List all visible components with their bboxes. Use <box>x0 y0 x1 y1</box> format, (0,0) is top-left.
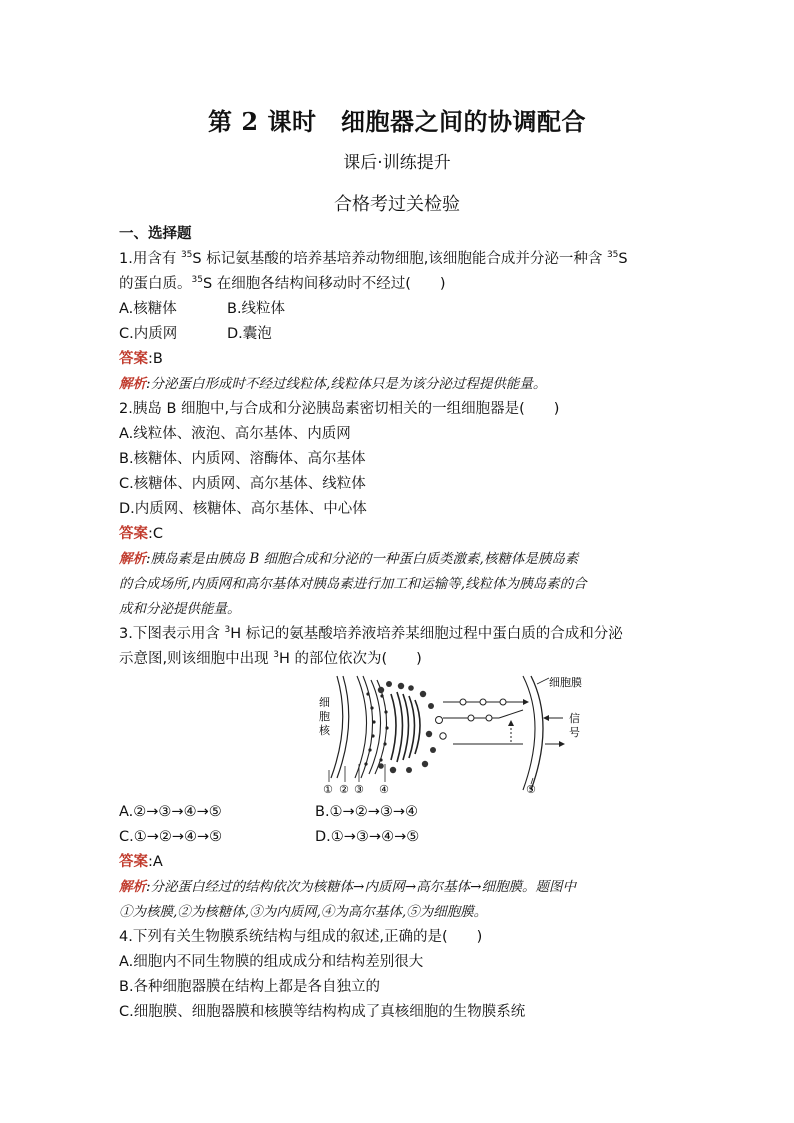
nuclear-envelope <box>331 676 349 778</box>
q1-options-row2 <box>119 322 679 347</box>
q1-option-c: C.内质网 <box>119 326 178 342</box>
q1-option-b: B.线粒体 <box>227 301 286 317</box>
q3-option-d: D.①→③→④→⑤ <box>315 829 420 845</box>
secretion-diagram <box>119 674 679 796</box>
q1-stem-line1: 1.用含有 $^{35}$S 标记氨基酸的培养基培养动物细胞,该细胞能合成并分泌一种含 $^{35}$S <box>119 250 628 267</box>
page-subtitle: 课后·训练提升 <box>343 153 451 173</box>
q4-option-c: C.细胞膜、细胞器膜和核膜等结构构成了真核细胞的生物膜系统 <box>119 1004 526 1020</box>
question-content <box>119 222 679 1025</box>
secretion-diagram-svg <box>119 674 679 796</box>
q2-option-a: A.线粒体、液泡、高尔基体、内质网 <box>119 426 351 442</box>
q2-option-d: D.内质网、核糖体、高尔基体、中心体 <box>119 501 367 517</box>
q2-stem: 2.胰岛 B 细胞中,与合成和分泌胰岛素密切相关的一组细胞器是( ) <box>119 401 560 417</box>
nucleus-label-2: 胞 <box>319 710 330 723</box>
q3-stem-line1: 3.下图表示用含 $^3$H 标记的氨基酸培养液培养某细胞过程中蛋白质的合成和分泌 <box>119 625 623 642</box>
q1-stem-line2: 的蛋白质。$^{35}$S 在细胞各结构间移动时不经过( ) <box>119 275 446 292</box>
structure-number-3: ③ <box>354 783 364 796</box>
q1-answer: 答案:B <box>119 351 163 367</box>
q4-stem: 4.下列有关生物膜系统结构与组成的叙述,正确的是( ) <box>119 929 483 945</box>
cell-membrane <box>531 676 543 790</box>
q1-options-row1 <box>119 297 679 322</box>
q2-option-b: B.核糖体、内质网、溶酶体、高尔基体 <box>119 451 366 467</box>
q3-answer: 答案:A <box>119 854 163 870</box>
q3-option-b: B.①→②→③→④ <box>315 804 419 820</box>
signal-label-1: 信 <box>569 712 580 725</box>
q3-options-row1 <box>119 800 679 825</box>
q3-explanation-line2: ①为核膜,②为核糖体,③为内质网,④为高尔基体,⑤为细胞膜。 <box>119 904 488 920</box>
q2-explanation-line3: 成和分泌提供能量。 <box>119 601 241 617</box>
q2-explanation-line2: 的合成场所,内质网和高尔基体对胰岛素进行加工和运输等,线粒体为胰岛素的合 <box>119 576 587 592</box>
q3-explanation-line1: 解析:分泌蛋白经过的结构依次为核糖体→内质网→高尔基体→细胞膜。题图中 <box>119 879 576 895</box>
nucleus-label-1: 细 <box>319 696 330 709</box>
q4-option-b: B.各种细胞器膜在结构上都是各自独立的 <box>119 979 381 995</box>
q2-option-c: C.核糖体、内质网、高尔基体、线粒体 <box>119 476 366 492</box>
structure-number-4: ④ <box>379 783 389 796</box>
signal-label-2: 号 <box>569 726 580 739</box>
page-title: 第 2 课时 细胞器之间的协调配合 <box>208 107 586 136</box>
nucleus-label-3: 核 <box>319 724 330 737</box>
part-heading: 一、选择题 <box>119 226 192 242</box>
structure-number-1: ① <box>323 783 333 796</box>
q2-answer: 答案:C <box>119 526 164 542</box>
structure-number-5: ⑤ <box>526 783 536 796</box>
section-heading: 合格考过关检验 <box>334 194 460 215</box>
q4-option-a: A.细胞内不同生物膜的组成成分和结构差别很大 <box>119 954 424 970</box>
q3-stem-line2: 示意图,则该细胞中出现 $^3$H 的部位依次为( ) <box>119 650 422 667</box>
q3-option-a: A.②→③→④→⑤ <box>119 804 222 820</box>
q1-option-d: D.囊泡 <box>227 326 272 342</box>
arrowhead <box>523 699 529 705</box>
q1-explanation: 解析:分泌蛋白形成时不经过线粒体,线粒体只是为该分泌过程提供能量。 <box>119 376 547 392</box>
membrane-label: 细胞膜 <box>549 676 582 689</box>
q1-option-a: A.核糖体 <box>119 301 177 317</box>
q2-explanation-line1: 解析:胰岛素是由胰岛 B 细胞合成和分泌的一种蛋白质类激素,核糖体是胰岛素 <box>119 551 579 567</box>
structure-number-2: ② <box>339 783 349 796</box>
q3-options-row2 <box>119 825 679 850</box>
q3-option-c: C.①→②→④→⑤ <box>119 829 223 845</box>
